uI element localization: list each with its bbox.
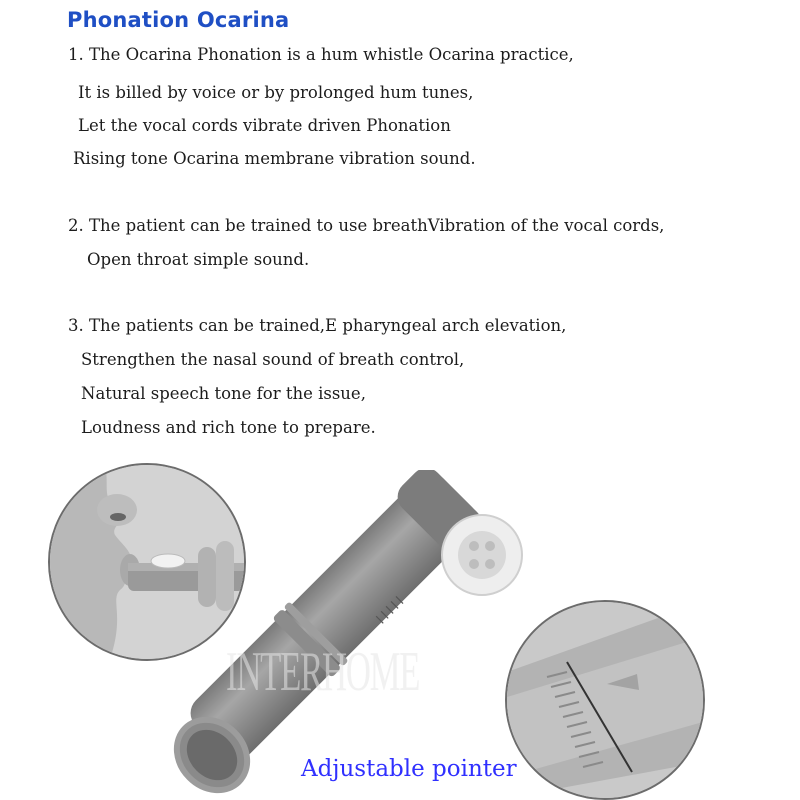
section-3-line-2: Strengthen the nasal sound of breath control, xyxy=(81,350,465,369)
page-title: Phonation Ocarina xyxy=(67,8,290,32)
section-3-line-4: Loudness and rich tone to prepare. xyxy=(81,418,376,437)
section-3-line-1: 3. The patients can be trained,E pharyngeal arch elevation, xyxy=(68,316,567,335)
section-1-line-1: 1. The Ocarina Phonation is a hum whistle Ocarina practice, xyxy=(68,45,574,64)
section-1-line-4: Rising tone Ocarina membrane vibration sound. xyxy=(73,149,476,168)
section-1-line-2: It is billed by voice or by prolonged hum tunes, xyxy=(78,83,474,102)
caption-adjustable-pointer: Adjustable pointer xyxy=(301,756,517,782)
section-2-line-2: Open throat simple sound. xyxy=(87,250,310,269)
ocarina-device-illustration xyxy=(170,470,570,800)
adjustable-pointer-illustration xyxy=(507,602,703,798)
section-1-line-3: Let the vocal cords vibrate driven Phonation xyxy=(78,116,451,135)
watermark: INTERHOME xyxy=(226,641,420,703)
pointer-closeup-photo xyxy=(505,600,705,800)
section-2-line-1: 2. The patient can be trained to use breathVibration of the vocal cords, xyxy=(68,216,665,235)
section-3-line-3: Natural speech tone for the issue, xyxy=(81,384,366,403)
